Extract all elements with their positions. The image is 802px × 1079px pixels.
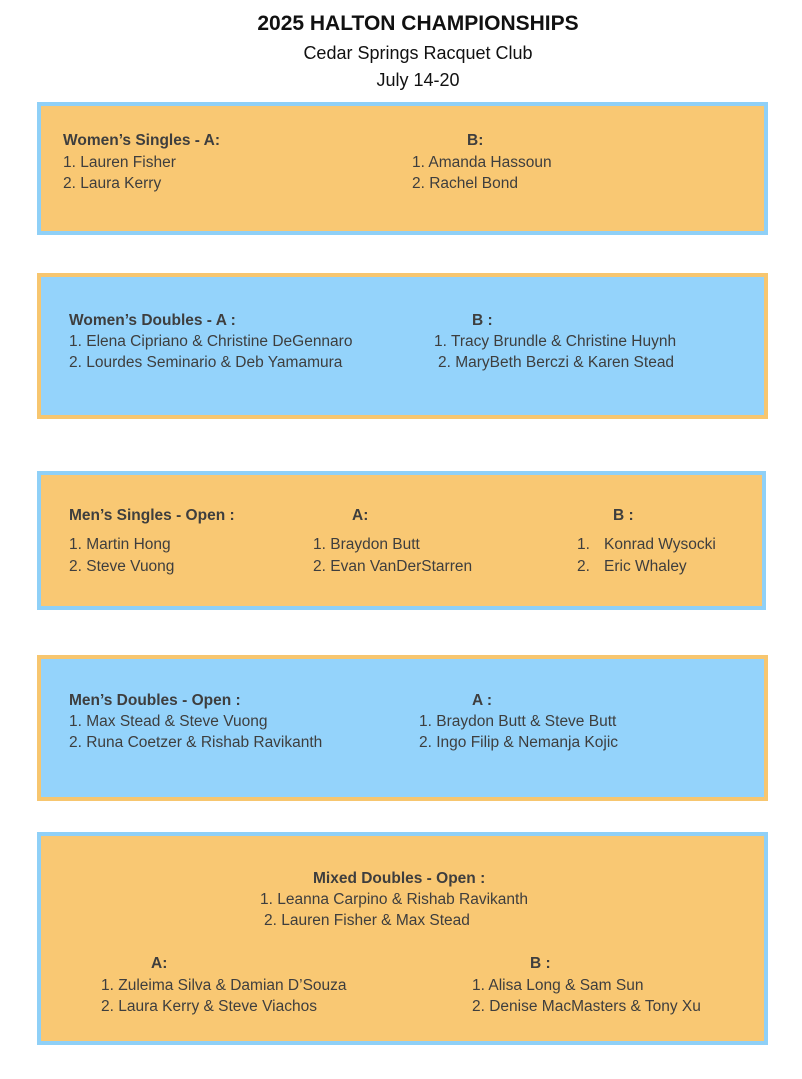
mixed-doubles-b-2: 2. Denise MacMasters & Tony Xu [472,998,701,1015]
mens-doubles-box [37,655,768,801]
mixed-doubles-a-2: 2. Laura Kerry & Steve Viachos [101,998,317,1015]
womens-singles-b-1: 1. Amanda Hassoun [412,154,552,171]
womens-singles-b-2: 2. Rachel Bond [412,175,518,192]
mens-singles-open-1: 1. Martin Hong [69,536,171,553]
mixed-doubles-heading-open: Mixed Doubles - Open : [313,870,486,887]
womens-singles-heading-a: Women’s Singles - A: [63,132,221,149]
womens-singles-a-1: 1. Lauren Fisher [63,154,176,171]
womens-doubles-b-1: 1. Tracy Brundle & Christine Huynh [434,333,677,350]
womens-doubles-a-1: 1. Elena Cipriano & Christine DeGennaro [69,333,353,350]
mens-doubles-heading-a: A : [472,692,493,709]
mens-singles-open-2: 2. Steve Vuong [69,558,175,575]
mens-doubles-a-1: 1. Braydon Butt & Steve Butt [419,713,617,730]
mens-singles-heading-b: B : [613,507,634,524]
mens-singles-b-1-num: 1. [577,536,590,553]
venue-subtitle: Cedar Springs Racquet Club [303,43,533,63]
mens-doubles-a-2: 2. Ingo Filip & Nemanja Kojic [419,734,619,751]
mens-doubles-heading-open: Men’s Doubles - Open : [69,692,241,709]
mens-singles-b-2-num: 2. [577,558,590,575]
page-title: 2025 HALTON CHAMPIONSHIPS [257,12,579,35]
mixed-doubles-box [37,832,768,1045]
womens-singles-heading-b: B: [467,132,484,149]
womens-singles-box [37,102,768,235]
mens-singles-a-2: 2. Evan VanDerStarren [313,558,473,575]
mixed-doubles-open-1: 1. Leanna Carpino & Rishab Ravikanth [260,891,528,908]
mixed-doubles-open-2: 2. Lauren Fisher & Max Stead [264,912,470,929]
womens-doubles-heading-b: B : [472,312,493,329]
womens-doubles-heading-a: Women’s Doubles - A : [69,312,236,329]
mens-singles-a-1: 1. Braydon Butt [313,536,420,553]
mixed-doubles-heading-a: A: [151,955,168,972]
mens-singles-heading-a: A: [352,507,369,524]
event-dates: July 14-20 [376,70,460,90]
mens-doubles-open-2: 2. Runa Coetzer & Rishab Ravikanth [69,734,323,751]
mixed-doubles-heading-b: B : [530,955,551,972]
mixed-doubles-a-1: 1. Zuleima Silva & Damian D’Souza [101,977,347,994]
mixed-doubles-b-1: 1. Alisa Long & Sam Sun [472,977,644,994]
mens-doubles-open-1: 1. Max Stead & Steve Vuong [69,713,268,730]
mens-singles-b-2: Eric Whaley [604,558,687,575]
mens-singles-heading-open: Men’s Singles - Open : [69,507,235,524]
womens-singles-a-2: 2. Laura Kerry [63,175,162,192]
womens-doubles-a-2: 2. Lourdes Seminario & Deb Yamamura [69,354,343,371]
mens-singles-b-1: Konrad Wysocki [604,536,716,553]
womens-doubles-b-2: 2. MaryBeth Berczi & Karen Stead [438,354,675,371]
mens-singles-box [37,471,766,610]
womens-doubles-box [37,273,768,419]
